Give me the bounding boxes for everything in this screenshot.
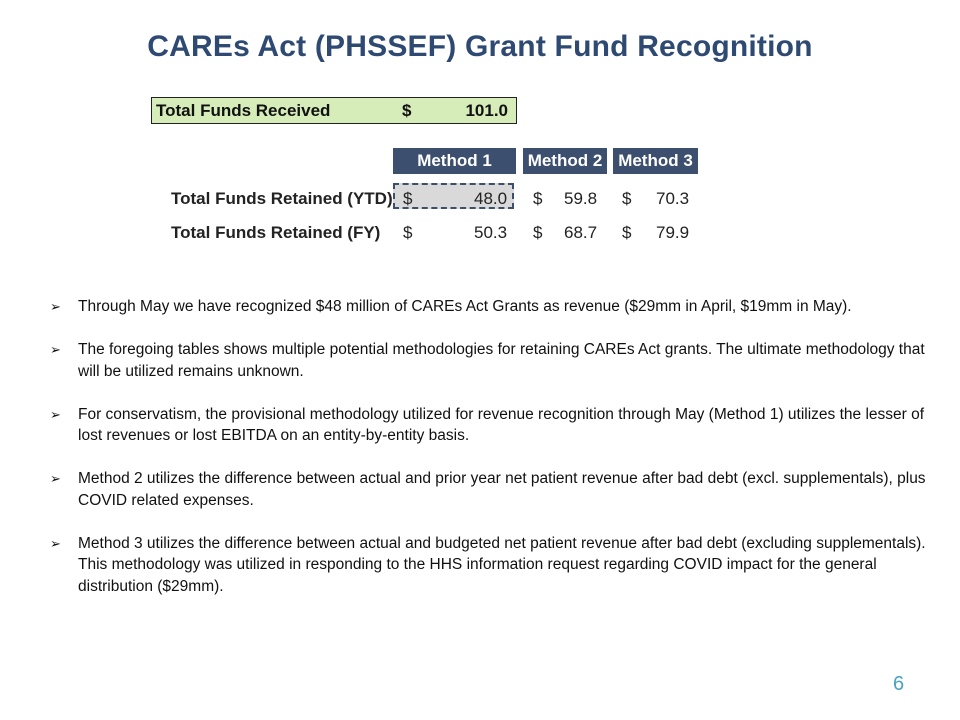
bullet-text: The foregoing tables shows multiple potential methodologies for retaining CAREs Act grants. The ultimate methodology that will be utilized remains unknown. — [78, 341, 925, 380]
fy-m1-value: 50.3 — [474, 223, 508, 242]
slide-title: CAREs Act (PHSSEF) Grant Fund Recognition — [147, 30, 813, 63]
total-funds-received-box — [151, 97, 517, 124]
bullet-item — [50, 296, 945, 318]
page-number: 6 — [893, 673, 905, 695]
fy-m2-dollar: $ — [533, 223, 543, 242]
bullet-item — [50, 533, 945, 598]
bullet-list — [50, 296, 945, 619]
bullet-item — [50, 404, 945, 447]
ytd-m3-value: 70.3 — [656, 189, 690, 208]
fy-m1-dollar: $ — [403, 223, 413, 242]
method-2-header: Method 2 — [523, 148, 607, 174]
received-dollar: $ — [402, 101, 412, 120]
ytd-m2-dollar: $ — [533, 189, 543, 208]
received-label: Total Funds Received — [156, 101, 331, 120]
ytd-m1-value: 48.0 — [474, 189, 508, 208]
bullet-text: Method 2 utilizes the difference between actual and prior year net patient revenue after bad debt (excl. supplementals), plus COVID related expenses. — [78, 470, 926, 509]
ytd-m1-dollar: $ — [403, 189, 413, 208]
arrow-bullet-icon: ➢ — [50, 299, 61, 314]
bullet-text: Through May we have recognized $48 million of CAREs Act Grants as revenue ($29mm in April, $19mm in May). — [78, 298, 852, 315]
bullet-text: For conservatism, the provisional methodology utilized for revenue recognition through May (Method 1) utilizes the lesser of lost revenues or lost EBITDA on an entity-by-entity basis. — [78, 405, 925, 444]
fy-m3-value: 79.9 — [656, 223, 690, 242]
arrow-bullet-icon: ➢ — [50, 342, 61, 357]
fy-m3-dollar: $ — [622, 223, 632, 242]
row-label-fy: Total Funds Retained (FY) — [171, 223, 381, 242]
bullet-item — [50, 339, 945, 382]
method-3-header: Method 3 — [613, 148, 698, 174]
arrow-bullet-icon: ➢ — [50, 471, 61, 486]
bullet-text: Method 3 utilizes the difference between actual and budgeted net patient revenue after bad debt (excluding supplementals). This methodology was utilized in responding to the HHS information request regarding COVID impact for the general distribution ($29mm). — [78, 534, 926, 595]
arrow-bullet-icon: ➢ — [50, 406, 61, 422]
ytd-m2-value: 59.8 — [564, 189, 598, 208]
row-label-ytd: Total Funds Retained (YTD) — [171, 189, 393, 208]
arrow-bullet-icon: ➢ — [50, 535, 61, 551]
ytd-m3-dollar: $ — [622, 189, 632, 208]
received-value: 101.0 — [465, 101, 508, 120]
bullet-item — [50, 468, 945, 511]
method-1-header: Method 1 — [393, 148, 516, 174]
fy-m2-value: 68.7 — [564, 223, 598, 242]
